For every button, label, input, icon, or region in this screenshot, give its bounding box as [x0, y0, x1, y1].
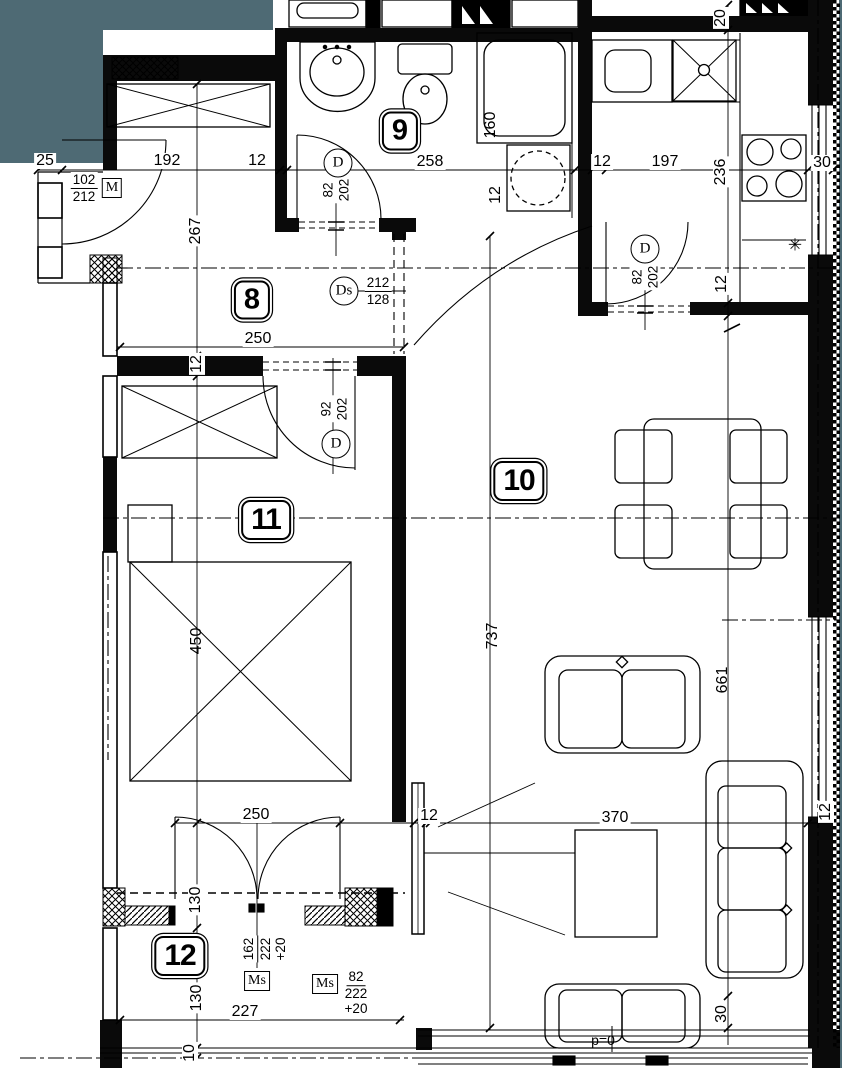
dim-kitchen-niche: 20 — [712, 9, 729, 27]
dim-entry-thk: 12 — [248, 152, 266, 169]
vent-star-icon: ✳ — [787, 235, 803, 255]
balcony-french-width: 162 — [241, 937, 257, 961]
room-label-bath: 9 — [382, 112, 418, 151]
bath-door-size — [320, 177, 351, 204]
balcony-french-height: 222 — [257, 937, 273, 961]
balcony-french-level: +20 — [273, 937, 289, 961]
dining-table — [644, 419, 761, 569]
dim-hall-depth: 267 — [187, 217, 204, 245]
dim-kitchen-wall2: 12 — [713, 275, 730, 293]
entry-door-height: 212 — [72, 188, 96, 204]
hall-sliding-door-size — [365, 275, 392, 307]
dim-living-width: 370 — [601, 809, 629, 826]
bedroom-door-height: 202 — [334, 397, 349, 421]
dim-balcony-d1: 130 — [187, 886, 204, 914]
balcony-sliding-width: 82 — [348, 969, 364, 985]
dim-tub-length: 160 — [482, 111, 499, 139]
dim-kitchen-width: 197 — [651, 153, 679, 170]
dim-bedroom-length: 450 — [188, 627, 205, 655]
living-furniture — [424, 419, 803, 1048]
dim-living-length2: 661 — [714, 666, 731, 694]
room-label-bedroom: 11 — [241, 500, 291, 540]
balcony-sliding-door-size — [343, 969, 370, 1017]
dim-entry-top: 192 — [153, 152, 181, 169]
chair — [730, 505, 787, 558]
entry-door-width: 102 — [72, 171, 96, 187]
bath-door-tag: D — [324, 149, 353, 178]
room-label-balcony: 12 — [154, 936, 205, 976]
bedroom-door-size — [318, 396, 349, 423]
balcony-sliding-height: 222 — [344, 985, 368, 1001]
bath-door-height: 202 — [336, 178, 351, 202]
balcony-sliding-door-tag: Ms — [312, 974, 338, 994]
room-label-hall: 8 — [234, 281, 270, 320]
entry-door-tag: M — [102, 178, 122, 198]
balcony-french-door-size — [241, 936, 289, 963]
coffee-table — [575, 830, 657, 937]
balcony-french-door-tag: Ms — [244, 971, 270, 991]
kitchen-sink — [605, 50, 651, 92]
dim-balcony-d2: 130 — [188, 984, 205, 1012]
kitchen-door-width: 82 — [629, 269, 645, 285]
chair — [730, 430, 787, 483]
entry-door-size — [71, 172, 98, 204]
dim-hall-width: 250 — [244, 330, 272, 347]
bedroom-door-tag: D — [322, 430, 351, 459]
dim-kitchen-window: 30 — [813, 154, 831, 171]
hall-sliding-width: 212 — [366, 274, 390, 290]
kitchen-door-size — [629, 264, 660, 291]
walls — [100, 0, 840, 1068]
sofa-three-seat — [706, 761, 803, 978]
kitchen-fixtures — [592, 33, 806, 302]
doors — [62, 135, 690, 968]
toilet-tank — [398, 44, 452, 74]
kitchen-cabinet — [592, 40, 672, 102]
washing-machine — [507, 145, 570, 211]
parapet-zero-label: p=0 — [591, 1032, 615, 1048]
hall-sliding-height: 128 — [366, 291, 390, 307]
kitchen-door-tag: D — [631, 235, 660, 264]
bedroom-door-width: 92 — [318, 401, 334, 417]
living-door-arc — [414, 226, 592, 345]
nightstand — [128, 505, 172, 562]
balcony-sliding-level: +20 — [344, 1001, 368, 1017]
bedroom-furniture — [107, 84, 351, 781]
dim-hall-wall: 12 — [188, 355, 205, 373]
dim-kitchen-depth: 236 — [712, 158, 729, 186]
dim-balcony-door: 250 — [242, 806, 270, 823]
dim-living-wall: 12 — [420, 807, 438, 824]
kitchen-door-height: 202 — [645, 265, 660, 289]
room-label-living: 10 — [493, 461, 544, 501]
dim-living-window: 12 — [817, 803, 834, 821]
dim-balcony-width: 227 — [231, 1003, 259, 1020]
dim-parapet-height: 30 — [713, 1005, 730, 1023]
hall-sliding-door-tag: Ds — [330, 277, 359, 306]
dim-bath-wall: 12 — [487, 186, 504, 204]
balcony-door-right-arc — [258, 817, 340, 899]
bath-door-width: 82 — [320, 182, 336, 198]
dim-bath-width: 258 — [416, 153, 444, 170]
dim-entry-wall: 25 — [36, 152, 54, 169]
dim-living-length: 737 — [484, 622, 501, 650]
dim-kitchen-wall: 12 — [593, 153, 611, 170]
windows — [100, 105, 833, 1065]
stove — [742, 135, 806, 201]
dim-balcony-edge: 10 — [181, 1044, 198, 1062]
